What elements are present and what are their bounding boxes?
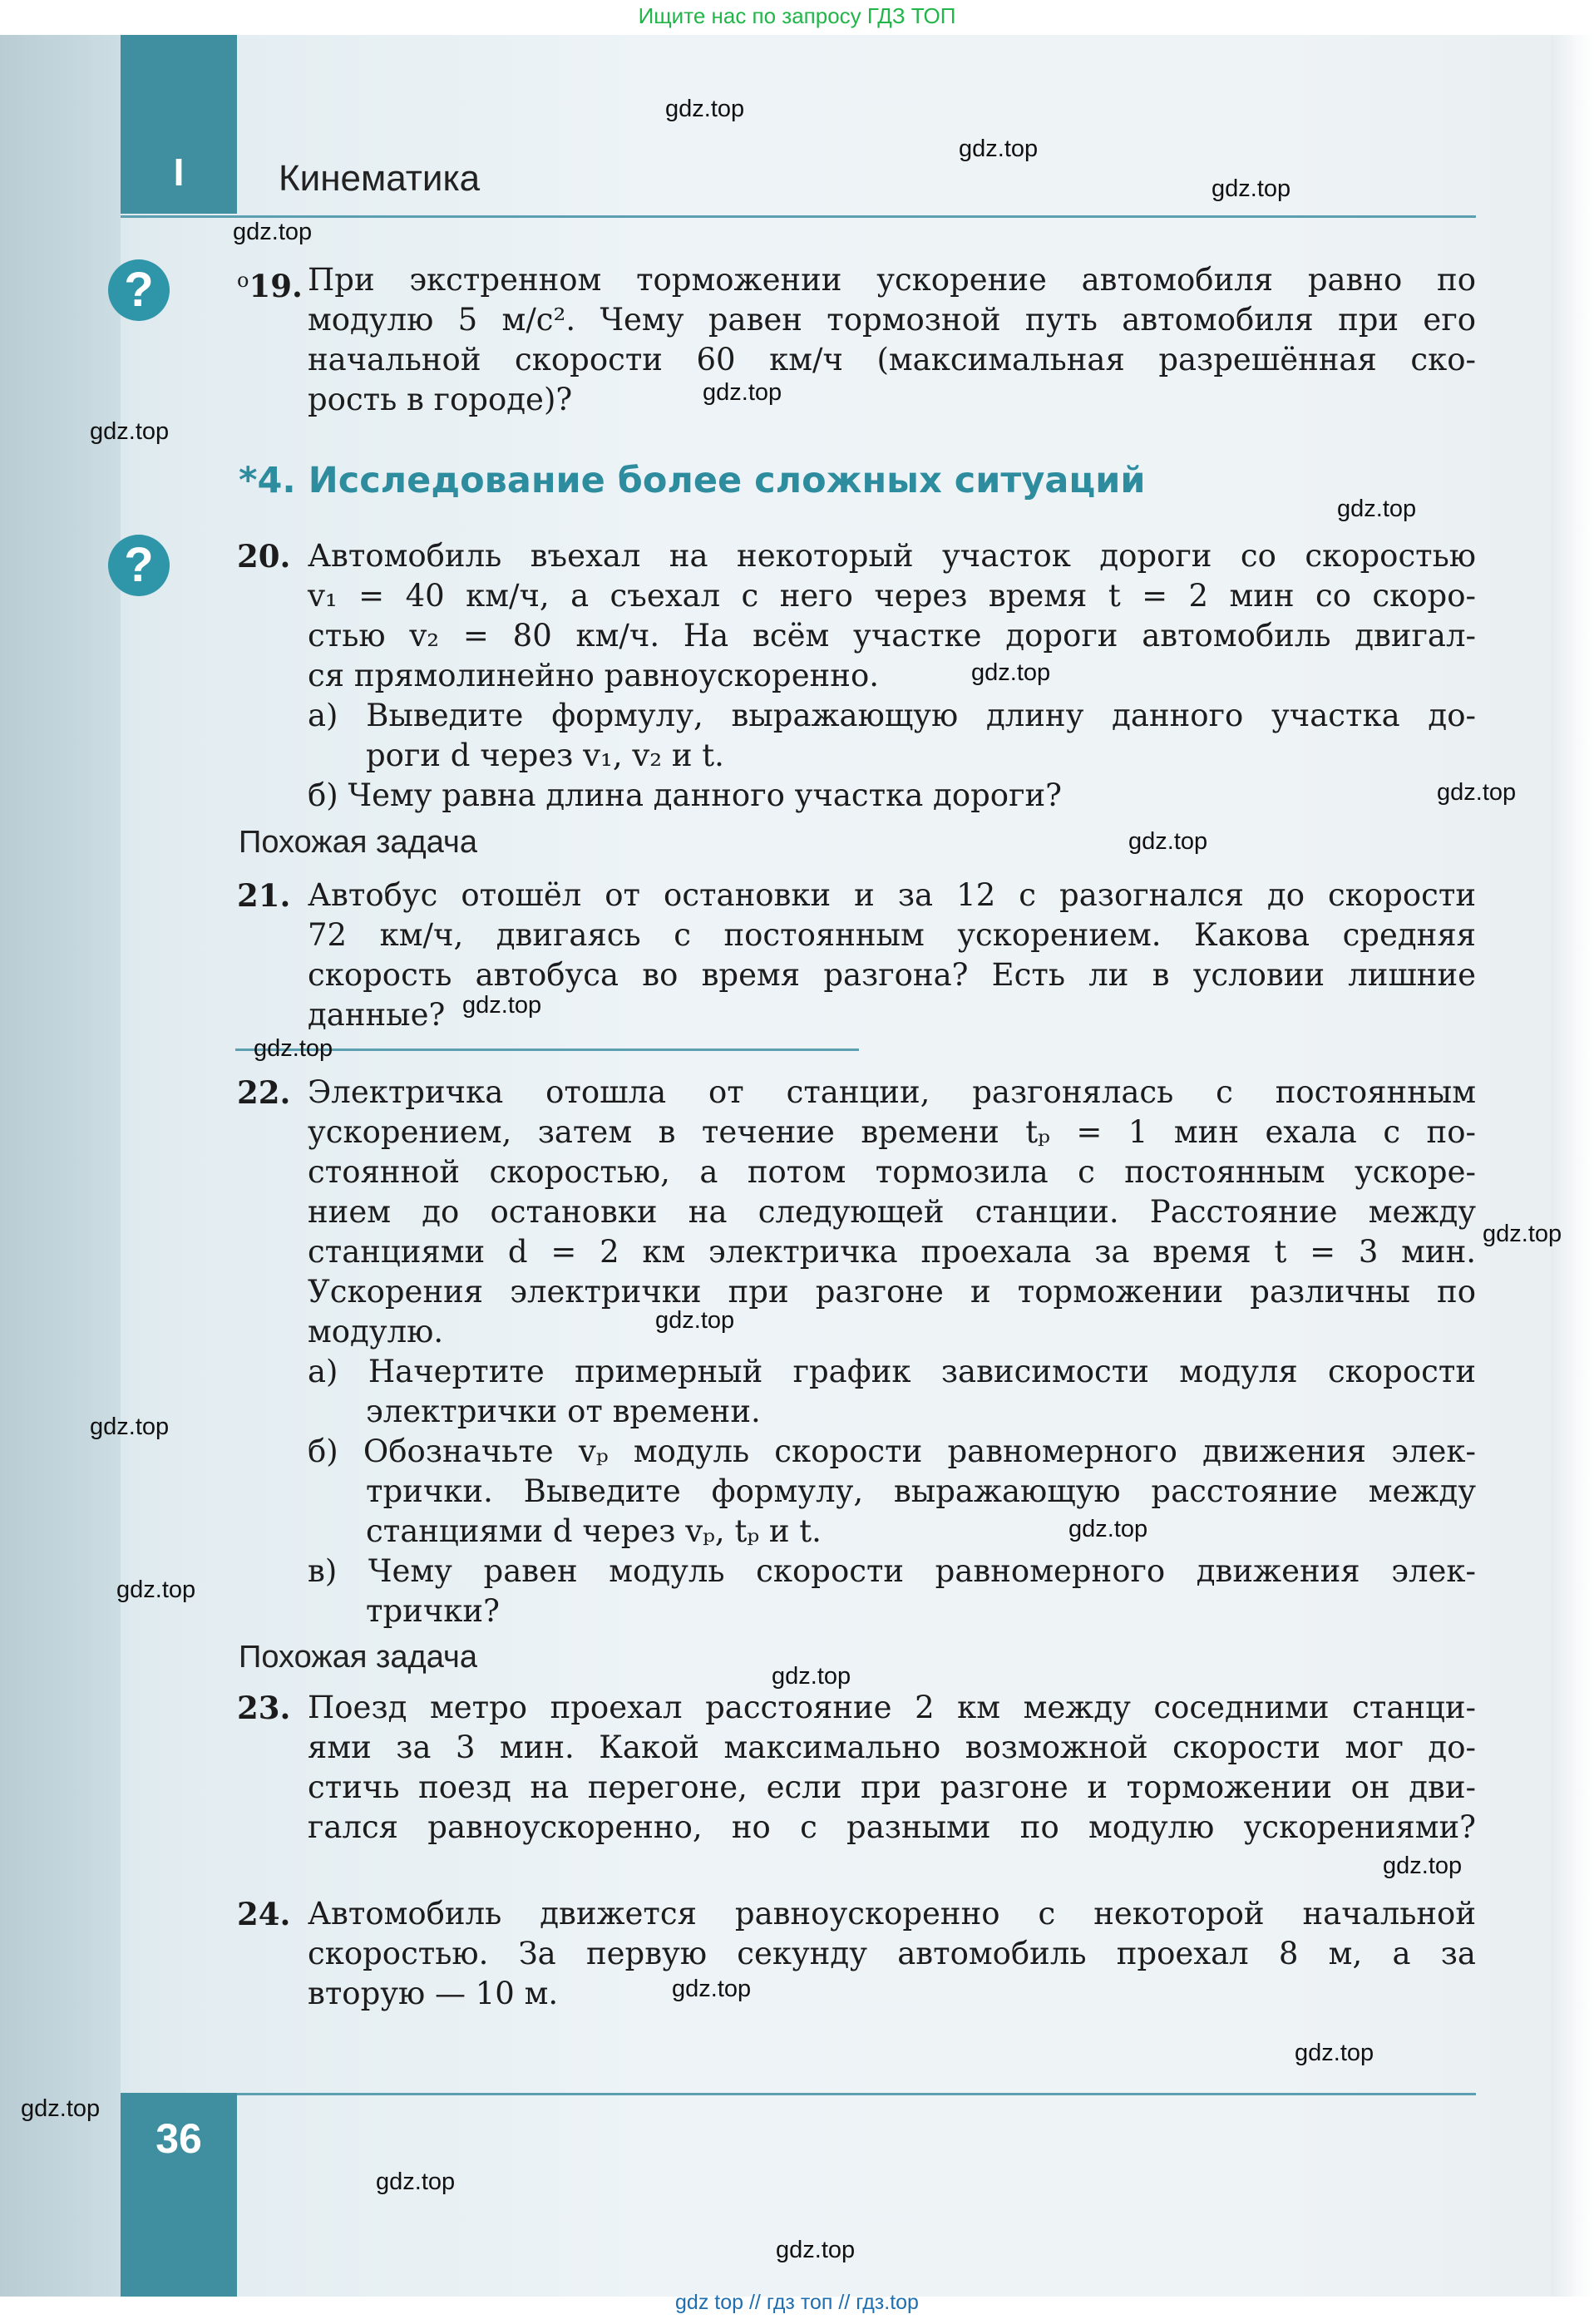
problem-number-20: 20. [237, 538, 291, 575]
watermark-label: gdz.top [90, 1414, 170, 1440]
chapter-number: I [173, 150, 185, 194]
problem-22-part-a: электрички от времени. [366, 1394, 761, 1429]
problem-number-22: 22. [237, 1074, 291, 1111]
problem-23-line: ями за 3 мин. Какой максимально возможной скорости мог до- [308, 1729, 1476, 1765]
problem-20-part-a: роги d через v₁, v₂ и t. [366, 738, 724, 773]
watermark-label: gdz.top [254, 1035, 333, 1062]
watermark-label: gdz.top [1068, 1516, 1148, 1542]
problem-22-part-b: б) Обозначьте vₚ модуль скорости равномерного движения элек- [308, 1433, 1476, 1469]
watermark-label: gdz.top [1483, 1221, 1562, 1247]
problem-22-part-c: в) Чему равен модуль скорости равномерного движения элек- [308, 1553, 1476, 1589]
chapter-title: Кинематика [279, 158, 481, 199]
problem-19-line: рость в городе)? [308, 382, 573, 417]
watermark-label: gdz.top [1128, 828, 1208, 855]
watermark-label: gdz.top [672, 1976, 752, 2002]
watermark-label: gdz.top [233, 219, 313, 245]
watermark-label: gdz.top [21, 2095, 101, 2122]
top-watermark: Ищите нас по запросу ГДЗ ТОП [638, 3, 956, 28]
watermark-label: gdz.top [1337, 496, 1417, 522]
watermark-label: gdz.top [1212, 175, 1291, 202]
problem-22-line: станциями d = 2 км электричка проехала за время t = 3 мин. [308, 1234, 1476, 1270]
problem-number-23: 23. [237, 1690, 291, 1726]
problem-20-part-a: а) Выведите формулу, выражающую длину данного участка до- [308, 698, 1476, 733]
problem-23-line: гался равноускоренно, но с разными по модулю ускорениями? [308, 1809, 1476, 1845]
watermark-label: gdz.top [772, 1663, 851, 1690]
problem-24-line: скоростью. За первую секунду автомобиль проехал 8 м, а за [308, 1936, 1476, 1971]
problem-21-line: данные? [308, 997, 446, 1033]
watermark-label: gdz.top [1295, 2040, 1374, 2066]
watermark-label: gdz.top [776, 2237, 856, 2263]
watermark-label: gdz.top [116, 1576, 196, 1603]
problem-24-line: вторую — 10 м. [308, 1976, 559, 2011]
watermark-label: gdz.top [1383, 1853, 1463, 1879]
problem-22-line: нием до остановки на следующей станции. Расстояние между [308, 1194, 1476, 1230]
problem-22-line: модулю. [308, 1314, 444, 1349]
similar-problem-label: Похожая задача [239, 825, 477, 860]
problem-20-line: ся прямолинейно равноускоренно. [308, 658, 879, 693]
problem-number-24: 24. [237, 1896, 291, 1932]
problem-19-line: модулю 5 м/с². Чему равен тормозной путь автомобиля при его [308, 302, 1476, 338]
problem-number-19: $^о$19. [237, 268, 303, 304]
problem-20-line: v₁ = 40 км/ч, а съехал с него через время t = 2 мин со скоро- [308, 578, 1476, 614]
watermark-label: gdz.top [655, 1307, 735, 1334]
problem-21-line: скорость автобуса во время разгона? Есть ли в условии лишние [308, 957, 1476, 993]
watermark-label: gdz.top [971, 659, 1051, 686]
problem-21-line: Автобус отошёл от остановки и за 12 с разогнался до скорости [308, 877, 1476, 913]
question-icon: ? [108, 535, 170, 596]
watermark-label: gdz.top [90, 418, 170, 445]
problem-22-part-b: трички. Выведите формулу, выражающую расстояние между [366, 1473, 1476, 1509]
problem-20-part-b: б) Чему равна длина данного участка дороги? [308, 777, 1062, 813]
problem-20-line: стью v₂ = 80 км/ч. На всём участке дороги автомобиль двигал- [308, 618, 1476, 654]
page-number: 36 [155, 2115, 202, 2162]
watermark-label: gdz.top [1437, 779, 1517, 806]
problem-22-part-b: станциями d через vₚ, tₚ и t. [366, 1513, 822, 1549]
problem-21-line: 72 км/ч, двигаясь с постоянным ускорением. Какова средняя [308, 917, 1476, 953]
problem-number-21: 21. [237, 877, 291, 914]
problem-24-line: Автомобиль движется равноускоренно с некоторой начальной [308, 1896, 1476, 1932]
question-icon: ? [108, 259, 170, 321]
problem-20-line: Автомобиль въехал на некоторый участок дороги со скоростью [308, 538, 1476, 574]
page-edge [1551, 35, 1594, 2297]
problem-19-line: начальной скорости 60 км/ч (максимальная разрешённая ско- [308, 342, 1476, 377]
bottom-watermark: gdz top // гдз топ // гдз.top [675, 2291, 919, 2314]
problem-23-line: стичь поезд на перегоне, если при разгоне и торможении он дви- [308, 1769, 1476, 1805]
watermark-label: gdz.top [376, 2169, 456, 2195]
similar-problem-label: Похожая задача [239, 1640, 477, 1675]
watermark-label: gdz.top [665, 96, 745, 122]
header-rule [121, 215, 1476, 218]
problem-19-line: При экстренном торможении ускорение автомобиля равно по [308, 262, 1476, 298]
problem-22-line: Электричка отошла от станции, разгонялась с постоянным [308, 1074, 1476, 1110]
problem-22-part-c: трички? [366, 1593, 500, 1629]
watermark-label: gdz.top [959, 136, 1039, 162]
watermark-label: gdz.top [462, 992, 542, 1019]
problem-23-line: Поезд метро проехал расстояние 2 км между соседними станци- [308, 1690, 1476, 1725]
problem-22-line: стоянной скоростью, а потом тормозила с постоянным ускоре- [308, 1154, 1476, 1190]
problem-22-part-a: а) Начертите примерный график зависимости модуля скорости [308, 1354, 1476, 1389]
watermark-label: gdz.top [703, 379, 782, 406]
problem-22-line: ускорением, затем в течение времени tₚ = 1 мин ехала с по- [308, 1114, 1476, 1150]
page-gutter [0, 35, 121, 2297]
problem-22-line: Ускорения электрички при разгоне и торможении различны по [308, 1274, 1476, 1310]
section-heading: *4. Исследование более сложных ситуаций [239, 460, 1146, 501]
footer-rule [237, 2093, 1476, 2095]
